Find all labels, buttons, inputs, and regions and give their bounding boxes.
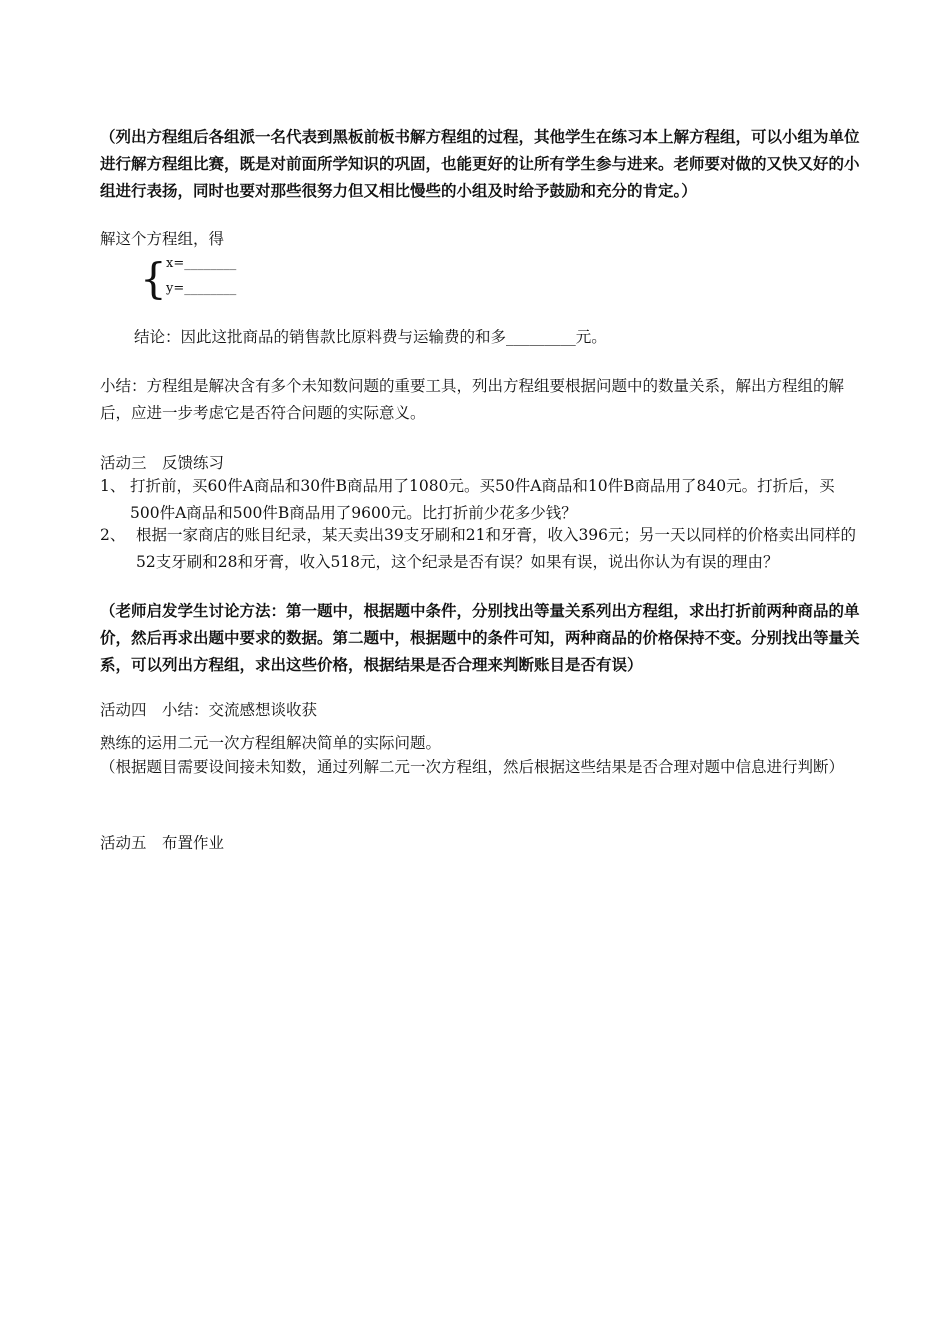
equation-y-blank: y=________ <box>166 281 237 296</box>
activity-5-title: 活动五 布置作业 <box>100 834 225 852</box>
activity-4-title: 活动四 小结：交流感想谈收获 <box>100 701 318 719</box>
conclusion-line: 结论：因此这批商品的销售款比原料费与运输费的和多_________元。 <box>134 328 607 346</box>
exercise-number: 2、 <box>100 526 126 544</box>
exercise-item-2 <box>100 522 860 576</box>
equation-x-blank: x=________ <box>166 256 237 271</box>
summary-paragraph: 小结：方程组是解决含有多个未知数问题的重要工具，列出方程组要根据问题中的数量关系，解出方程组的解后，应进一步考虑它是否符合问题的实际意义。 <box>100 377 845 422</box>
exercise-number: 1、 <box>100 477 126 495</box>
exercise-text: 根据一家商店的账目纪录，某天卖出39支牙刷和21和牙膏，收入396元；另一天以同样的价格卖出同样的52支牙刷和28和牙膏，收入518元，这个纪录是否有误？如果有误，说出你认为有误的理由？ <box>136 526 857 571</box>
exercise-item-1 <box>100 473 860 527</box>
activity-4-line-1: 熟练的运用二元一次方程组解决简单的实际问题。 <box>100 734 442 752</box>
teacher-note-group-race: （列出方程组后各组派一名代表到黑板前板书解方程组的过程，其他学生在练习本上解方程组，可以小组为单位进行解方程组比赛，既是对前面所学知识的巩固，也能更好的让所有学生参与进来。老师要对做的又快又好的小组进行表扬，同时也要对那些很努力但又相比慢些的小组及时给予鼓励和充分的肯定。） <box>100 127 860 200</box>
teacher-note-discussion: （老师启发学生讨论方法：第一题中，根据题中条件，分别找出等量关系列出方程组，求出打折前两种商品的单价，然后再求出题中要求的数据。第二题中，根据题中的条件可知，两种商品的价格保持不变。分别找出等量关系，可以列出方程组，求出这些价格，根据结果是否合理来判断账目是否有误） <box>100 601 860 674</box>
equation-brace: { <box>140 254 167 303</box>
exercise-text: 打折前，买60件A商品和30件B商品用了1080元。买50件A商品和10件B商品用了840元。打折后，买500件A商品和500件B商品用了9600元。比打折前少花多少钱？ <box>130 477 835 522</box>
activity-3-title: 活动三 反馈练习 <box>100 454 225 472</box>
activity-4-line-2: （根据题目需要设间接未知数，通过列解二元一次方程组，然后根据这些结果是否合理对题中信息进行判断） <box>100 758 845 776</box>
solve-intro: 解这个方程组，得 <box>100 230 225 248</box>
